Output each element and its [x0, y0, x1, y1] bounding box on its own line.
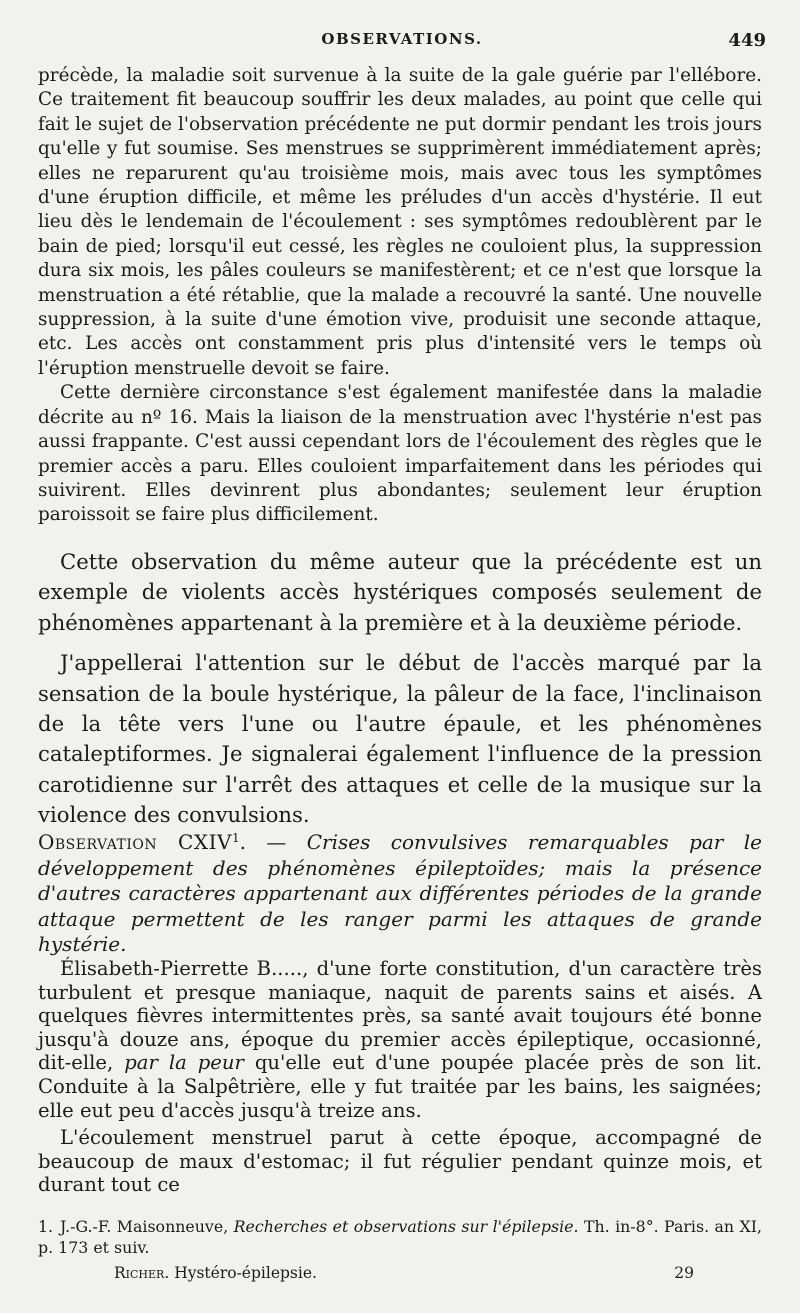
footnote-number: 1. — [38, 1217, 54, 1236]
body-p1-start: Élisabeth-Pierrette B....., d'une forte constitution, d'un caractère très turbulent et presque maniaque, naquit de parents sains et aisés. A quelques fièvres intermittentes près, sa santé avait toujours été bonne jusqu'à douze ans, époque du premier accès épileptique, occasionné, dit-elle, — [38, 957, 762, 1075]
commentary-paragraph-2: J'appellerai l'attention sur le début de l'accès marqué par la sensation de la boule hystérique, la pâleur de la face, l'inclinaison de la tête vers l'une ou l'autre épaule, et les phénomènes cataleptiformes. Je signalerai également l'influence de la pression carotidienne sur l'arrêt des attaques et celle de la musique sur la violence des convulsions. — [38, 650, 762, 828]
page-number: 449 — [728, 30, 766, 51]
signature-title: . Hystéro-épilepsie. — [164, 1264, 317, 1282]
running-title: OBSERVATIONS. — [321, 30, 483, 48]
paragraph-continued: précède, la maladie soit survenue à la suite de la gale guérie par l'ellébore. Ce traitement fit beaucoup souffrir les deux malades, au point que celle qui fait le sujet de l'observation précédente ne put dormir pendant les trois jours qu'elle y fut soumise. Ses menstrues se supprimèrent immédiatement après; elles ne reparurent qu'au troisième mois, mais avec tous les symptômes d'une éruption difficile, et même les préludes d'un accès d'hystérie. Il eut lieu dès le lendemain de l'écoulement : ses symptômes redoublèrent par le bain de pied; lorsqu'il eut cessé, les règles ne couloient plus, la suppression dura six mois, les pâles couleurs se manifestèrent; et ce n'est que lorsque la menstruation a été rétablie, que la malade a recouvré la santé. Une nouvelle suppression, à la suite d'une émotion vive, produisit une seconde attaque, etc. Les accès ont constamment pris plus d'intensité vers le temps où l'éruption menstruelle devoit se faire. — [38, 65, 762, 379]
footnote-text-start: J.-G.-F. Maisonneuve, — [60, 1217, 234, 1236]
commentary-paragraph-1: Cette observation du même auteur que la précédente est un exemple de violents accès hystériques composés seulement de phénomènes appartenant à la première et à la deuxième période. — [38, 549, 762, 635]
quoted-observation-text — [38, 64, 762, 528]
observation-body — [38, 957, 762, 1197]
footnote-title-italic: Recherches et observations sur l'épilepsie. — [233, 1217, 579, 1236]
signature-number: 29 — [674, 1264, 694, 1282]
body-paragraph-1 — [38, 957, 762, 1122]
paragraph-second: Cette dernière circonstance s'est également manifestée dans la maladie décrite au nº 16. Mais la liaison de la menstruation avec l'hystérie n'est pas aussi frappante. C'est aussi cependant lors de l'écoulement des règles que le premier accès a paru. Elles couloient imparfaitement dans les périodes qui suivirent. Elles devinrent plus abondantes; seulement leur éruption paroissoit se faire plus difficilement. — [38, 382, 762, 526]
observation-title: Crises convulsives remarquables par le développement des phénomènes épileptoïdes; mais la présence d'autres caractères appartenant aux différentes périodes de la grande attaque permettent de les ranger parmi les attaques de grande hystérie. — [38, 830, 763, 956]
signature-line — [114, 1264, 317, 1282]
body-p1-italic: par la peur — [124, 1051, 244, 1075]
observation-label: Observation CXIV — [38, 830, 232, 854]
body-paragraph-2: L'écoulement menstruel parut à cette époque, accompagné de beaucoup de maux d'estomac; il fut régulier pendant quinze mois, et durant tout ce — [38, 1126, 762, 1197]
signature-author: Richer — [114, 1264, 165, 1282]
page-header — [38, 30, 766, 54]
body-p1-end: qu'elle eut d'une poupée placée près de son lit. Conduite à la Salpêtrière, elle y fut traitée par les bains, les saignées; elle eut peu d'accès jusqu'à treize ans. — [38, 1051, 763, 1122]
observation-heading — [38, 826, 762, 958]
commentary-text — [38, 547, 762, 831]
page-footer — [114, 1264, 694, 1286]
footnote-mark: 1 — [231, 831, 240, 845]
footnote-text-end: Th. in-8°. Paris. an XI, p. 173 et suiv. — [38, 1217, 762, 1257]
observation-dash: . — — [239, 830, 307, 854]
footnote — [38, 1216, 762, 1258]
